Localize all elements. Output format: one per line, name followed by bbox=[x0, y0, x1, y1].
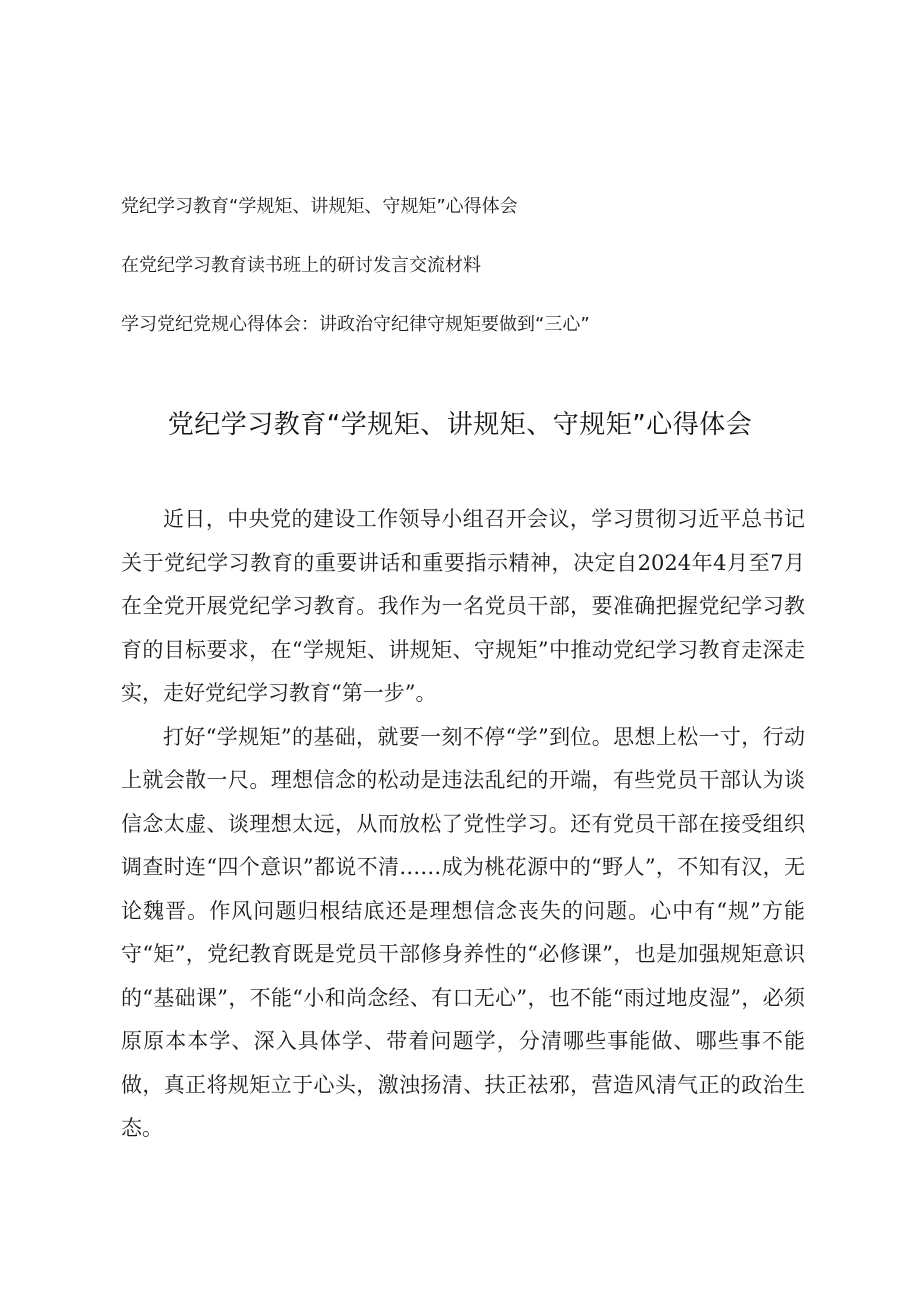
related-article-item: 学习党纪党规心得体会：讲政治守纪律守规矩要做到“三心” bbox=[121, 314, 590, 335]
article-paragraph: 打好“学规矩”的基础，就要一刻不停“学”到位。思想上松一寸，行动上就会散一尺。理想信念的松动是违法乱纪的开端，有些党员干部认为谈信念太虚、谈理想太远，从而放松了党性学习。还有党员干部在接受组织调查时连“四个意识”都说不清……成为桃花源中的“野人”，不知有汉，无论魏晋。作风问题归根结底还是理想信念丧失的问题。心中有“规”方能守“矩”，党纪教育既是党员干部修身养性的“必修课”，也是加强规矩意识的“基础课”，不能“小和尚念经、有口无心”，也不能“雨过地皮湿”，必须原原本本学、深入具体学、带着问题学，分清哪些事能做、哪些事不能做，真正将规矩立于心头，激浊扬清、扶正祛邪，营造风清气正的政治生态。 bbox=[121, 724, 805, 1140]
article-paragraph: 近日，中央党的建设工作领导小组召开会议，学习贯彻习近平总书记关于党纪学习教育的重要讲话和重要指示精神，决定自2024年4月至7月在全党开展党纪学习教育。我作为一名党员干部，要准确把握党纪学习教育的目标要求，在“学规矩、讲规矩、守规矩”中推动党纪学习教育走深走实，走好党纪学习教育“第一步”。 bbox=[121, 507, 805, 705]
article-body bbox=[121, 498, 805, 1151]
article-title: 党纪学习教育“学规矩、讲规矩、守规矩”心得体会 bbox=[167, 410, 753, 440]
related-articles-list bbox=[121, 192, 821, 369]
related-article-item: 在党纪学习教育读书班上的研讨发言交流材料 bbox=[121, 255, 481, 276]
related-article-item: 党纪学习教育“学规矩、讲规矩、守规矩”心得体会 bbox=[121, 196, 518, 217]
